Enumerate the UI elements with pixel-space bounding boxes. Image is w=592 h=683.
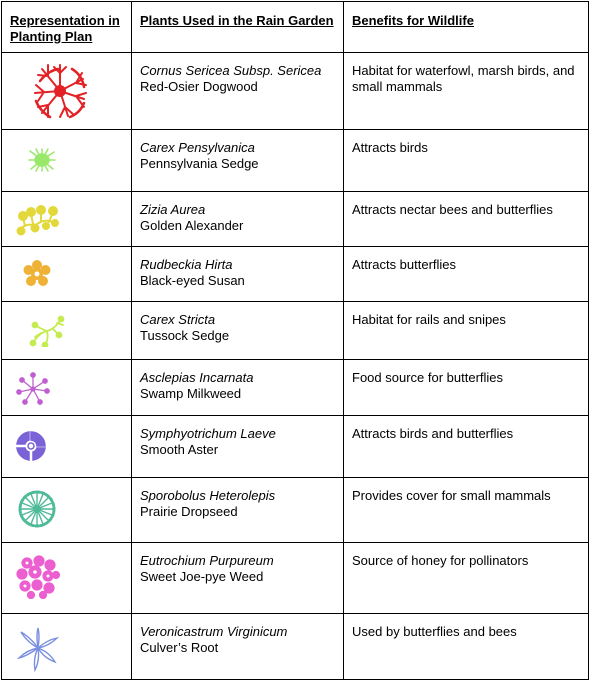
smooth-aster-shape	[17, 432, 45, 460]
representation-cell	[2, 302, 132, 360]
smooth-aster-icon	[15, 430, 47, 462]
benefit-text: Attracts nectar bees and butterflies	[352, 202, 553, 217]
benefit-text: Used by butterflies and bees	[352, 624, 517, 639]
table-row	[2, 360, 589, 416]
table-row	[2, 416, 589, 478]
plant-names-cell	[132, 543, 344, 614]
joe-pye-weed-shape	[17, 556, 60, 599]
benefit-cell	[344, 192, 589, 247]
black-eyed-susan-shape	[24, 260, 51, 286]
benefit-text: Food source for butterflies	[352, 370, 504, 385]
table-row	[2, 302, 589, 360]
benefit-cell	[344, 543, 589, 614]
scientific-name: Cornus Sericea Subsp. Sericea	[140, 63, 322, 78]
golden-alexander-shape	[18, 206, 59, 235]
common-name: Black-eyed Susan	[140, 273, 245, 288]
table-header-row	[2, 2, 589, 53]
red-osier-dogwood-shape	[35, 65, 86, 117]
representation-cell	[2, 416, 132, 478]
benefit-text: Habitat for rails and snipes	[352, 312, 506, 327]
culvers-root-icon	[15, 626, 61, 672]
common-name: Smooth Aster	[140, 442, 219, 457]
scientific-name: Sporobolus Heterolepis	[140, 488, 276, 503]
planting-plan-table	[1, 1, 589, 680]
benefit-text: Attracts birds	[352, 140, 428, 155]
scientific-name: Veronicastrum Virginicum	[140, 624, 288, 639]
plant-names-cell	[132, 614, 344, 680]
header-plants: Plants Used in the Rain Garden	[132, 2, 344, 53]
golden-alexander-icon	[15, 204, 59, 236]
pennsylvania-sedge-icon	[27, 147, 57, 173]
benefit-text: Attracts birds and butterflies	[352, 426, 514, 441]
plant-names-cell	[132, 53, 344, 130]
table-row	[2, 478, 589, 543]
common-name: Prairie Dropseed	[140, 504, 238, 519]
plant-names-cell	[132, 130, 344, 192]
representation-cell	[2, 614, 132, 680]
scientific-name: Zizia Aurea	[140, 202, 206, 217]
representation-cell	[2, 53, 132, 130]
joe-pye-weed-icon	[15, 555, 61, 599]
table-row	[2, 130, 589, 192]
pennsylvania-sedge-shape	[29, 149, 55, 171]
plant-names-cell	[132, 416, 344, 478]
common-name: Red-Osier Dogwood	[140, 79, 258, 94]
culvers-root-shape	[19, 628, 57, 670]
common-name: Tussock Sedge	[140, 328, 230, 343]
benefit-text: Habitat for waterfowl, marsh birds, and small mammals	[352, 63, 575, 94]
swamp-milkweed-icon	[16, 372, 50, 406]
benefit-cell	[344, 53, 589, 130]
common-name: Sweet Joe-pye Weed	[140, 569, 264, 584]
benefit-text: Attracts butterflies	[352, 257, 457, 272]
benefit-cell	[344, 478, 589, 543]
common-name: Swamp Milkweed	[140, 386, 242, 401]
benefit-cell	[344, 302, 589, 360]
representation-cell	[2, 247, 132, 302]
plant-names-cell	[132, 247, 344, 302]
table-row	[2, 614, 589, 680]
common-name: Pennsylvania Sedge	[140, 156, 259, 171]
swamp-milkweed-shape	[17, 373, 49, 404]
scientific-name: Symphyotrichum Laeve	[140, 426, 276, 441]
scientific-name: Rudbeckia Hirta	[140, 257, 233, 272]
red-osier-dogwood-icon	[28, 59, 92, 123]
header-representation: Representation in Planting Plan	[2, 2, 132, 53]
table-row	[2, 543, 589, 614]
header-benefits: Benefits for Wildlife	[344, 2, 589, 53]
tussock-sedge-icon	[29, 315, 65, 347]
scientific-name: Carex Pensylvanica	[140, 140, 255, 155]
benefit-text: Source of honey for pollinators	[352, 553, 529, 568]
plant-names-cell	[132, 478, 344, 543]
black-eyed-susan-icon	[23, 260, 51, 288]
table-row	[2, 53, 589, 130]
benefit-cell	[344, 247, 589, 302]
representation-cell	[2, 192, 132, 247]
representation-cell	[2, 360, 132, 416]
prairie-dropseed-shape	[20, 492, 54, 526]
scientific-name: Asclepias Incarnata	[140, 370, 254, 385]
representation-cell	[2, 130, 132, 192]
table-row	[2, 192, 589, 247]
plant-names-cell	[132, 192, 344, 247]
representation-cell	[2, 543, 132, 614]
benefit-cell	[344, 416, 589, 478]
benefit-cell	[344, 130, 589, 192]
plant-names-cell	[132, 302, 344, 360]
benefit-cell	[344, 614, 589, 680]
tussock-sedge-shape	[31, 317, 64, 348]
common-name: Culver’s Root	[140, 640, 219, 655]
representation-cell	[2, 478, 132, 543]
benefit-text: Provides cover for small mammals	[352, 488, 551, 503]
plant-names-cell	[132, 360, 344, 416]
scientific-name: Eutrochium Purpureum	[140, 553, 274, 568]
benefit-cell	[344, 360, 589, 416]
common-name: Golden Alexander	[140, 218, 244, 233]
scientific-name: Carex Stricta	[140, 312, 216, 327]
table-row	[2, 247, 589, 302]
prairie-dropseed-icon	[17, 489, 57, 529]
